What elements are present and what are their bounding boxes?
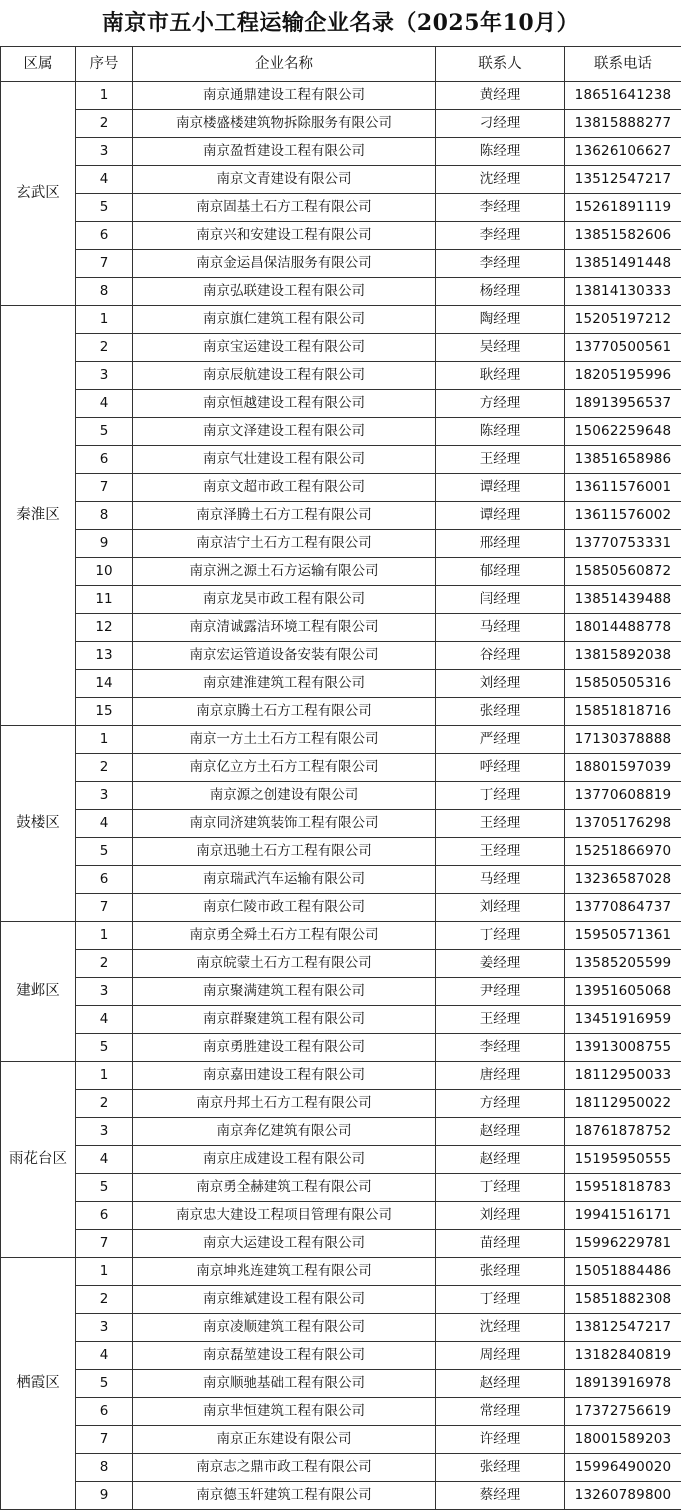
- table-row: [1, 1426, 681, 1454]
- district-cell: 秦淮区: [1, 306, 76, 726]
- contact-person: 闫经理: [436, 586, 565, 614]
- phone-number: 13770864737: [565, 894, 681, 922]
- contact-person: 赵经理: [436, 1118, 565, 1146]
- table-row: [1, 1146, 681, 1174]
- row-number: 15: [76, 698, 133, 726]
- page-title: 南京市五小工程运输企业名录（2025年10月）: [101, 10, 580, 36]
- contact-person: 刘经理: [436, 894, 565, 922]
- company-name: 南京顺驰基础工程有限公司: [133, 1370, 436, 1398]
- company-name: 南京亿立方土石方工程有限公司: [133, 754, 436, 782]
- table-row: [1, 558, 681, 586]
- contact-person: 严经理: [436, 726, 565, 754]
- phone-number: 13812547217: [565, 1314, 681, 1342]
- company-name: 南京宝运建设工程有限公司: [133, 334, 436, 362]
- contact-person: 马经理: [436, 866, 565, 894]
- company-name: 南京龙昊市政工程有限公司: [133, 586, 436, 614]
- table-row: [1, 250, 681, 278]
- table-row: [1, 586, 681, 614]
- contact-person: 马经理: [436, 614, 565, 642]
- row-number: 11: [76, 586, 133, 614]
- company-name: 南京弘联建设工程有限公司: [133, 278, 436, 306]
- company-name: 南京文泽建设工程有限公司: [133, 418, 436, 446]
- row-number: 13: [76, 642, 133, 670]
- table-row: [1, 138, 681, 166]
- contact-person: 唐经理: [436, 1062, 565, 1090]
- row-number: 2: [76, 110, 133, 138]
- company-name: 南京气壮建设工程有限公司: [133, 446, 436, 474]
- company-name: 南京通鼎建设工程有限公司: [133, 82, 436, 110]
- company-name: 南京磊堃建设工程有限公司: [133, 1342, 436, 1370]
- table-row: [1, 810, 681, 838]
- company-name: 南京庄成建设工程有限公司: [133, 1146, 436, 1174]
- company-name: 南京瑞武汽车运输有限公司: [133, 866, 436, 894]
- row-number: 1: [76, 82, 133, 110]
- row-number: 4: [76, 390, 133, 418]
- contact-person: 丁经理: [436, 922, 565, 950]
- row-number: 2: [76, 1090, 133, 1118]
- contact-person: 陶经理: [436, 306, 565, 334]
- contact-person: 丁经理: [436, 1174, 565, 1202]
- contact-person: 刘经理: [436, 670, 565, 698]
- table-row: [1, 1090, 681, 1118]
- row-number: 1: [76, 922, 133, 950]
- header-no: 序号: [76, 47, 133, 82]
- phone-number: 13815888277: [565, 110, 681, 138]
- contact-person: 郁经理: [436, 558, 565, 586]
- phone-number: 13705176298: [565, 810, 681, 838]
- company-name: 南京泽腾土石方工程有限公司: [133, 502, 436, 530]
- table-row: [1, 194, 681, 222]
- company-name: 南京辰航建设工程有限公司: [133, 362, 436, 390]
- row-number: 6: [76, 1202, 133, 1230]
- company-name: 南京群聚建筑工程有限公司: [133, 1006, 436, 1034]
- row-number: 4: [76, 810, 133, 838]
- row-number: 4: [76, 1342, 133, 1370]
- contact-person: 刘经理: [436, 1202, 565, 1230]
- table-row: [1, 334, 681, 362]
- company-name: 南京勇胜建设工程有限公司: [133, 1034, 436, 1062]
- company-name: 南京宏运管道设备安装有限公司: [133, 642, 436, 670]
- contact-person: 蔡经理: [436, 1482, 565, 1510]
- row-number: 3: [76, 138, 133, 166]
- phone-number: 13851658986: [565, 446, 681, 474]
- table-row: [1, 1482, 681, 1510]
- row-number: 2: [76, 1286, 133, 1314]
- table-row: [1, 446, 681, 474]
- table-row: [1, 1286, 681, 1314]
- table-row: [1, 82, 681, 110]
- phone-number: 13951605068: [565, 978, 681, 1006]
- row-number: 3: [76, 1118, 133, 1146]
- phone-number: 15996229781: [565, 1230, 681, 1258]
- phone-number: 15195950555: [565, 1146, 681, 1174]
- contact-person: 王经理: [436, 446, 565, 474]
- phone-number: 15205197212: [565, 306, 681, 334]
- table-row: [1, 1202, 681, 1230]
- contact-person: 谭经理: [436, 502, 565, 530]
- contact-person: 王经理: [436, 810, 565, 838]
- row-number: 9: [76, 530, 133, 558]
- contact-person: 谭经理: [436, 474, 565, 502]
- table-row: [1, 166, 681, 194]
- phone-number: 13260789800: [565, 1482, 681, 1510]
- row-number: 7: [76, 1230, 133, 1258]
- phone-number: 18112950022: [565, 1090, 681, 1118]
- row-number: 5: [76, 418, 133, 446]
- company-name: 南京勇全赫建筑工程有限公司: [133, 1174, 436, 1202]
- contact-person: 黄经理: [436, 82, 565, 110]
- contact-person: 张经理: [436, 698, 565, 726]
- phone-number: 13851439488: [565, 586, 681, 614]
- company-name: 南京金运昌保洁服务有限公司: [133, 250, 436, 278]
- row-number: 2: [76, 754, 133, 782]
- contact-person: 常经理: [436, 1398, 565, 1426]
- contact-person: 丁经理: [436, 782, 565, 810]
- header-phone: 联系电话: [565, 47, 681, 82]
- table-row: [1, 1454, 681, 1482]
- table-row: [1, 922, 681, 950]
- phone-number: 15251866970: [565, 838, 681, 866]
- company-name: 南京清诚露洁环境工程有限公司: [133, 614, 436, 642]
- phone-number: 15950571361: [565, 922, 681, 950]
- contact-person: 李经理: [436, 1034, 565, 1062]
- company-name: 南京盈哲建设工程有限公司: [133, 138, 436, 166]
- table-row: [1, 1314, 681, 1342]
- row-number: 1: [76, 1258, 133, 1286]
- company-name: 南京文超市政工程有限公司: [133, 474, 436, 502]
- table-row: [1, 1062, 681, 1090]
- phone-number: 18801597039: [565, 754, 681, 782]
- contact-person: 杨经理: [436, 278, 565, 306]
- company-name: 南京固基土石方工程有限公司: [133, 194, 436, 222]
- contact-person: 耿经理: [436, 362, 565, 390]
- contact-person: 陈经理: [436, 418, 565, 446]
- header-company: 企业名称: [133, 47, 436, 82]
- company-name: 南京正东建设有限公司: [133, 1426, 436, 1454]
- contact-person: 李经理: [436, 222, 565, 250]
- row-number: 6: [76, 866, 133, 894]
- company-name: 南京旗仁建筑工程有限公司: [133, 306, 436, 334]
- company-name: 南京维斌建设工程有限公司: [133, 1286, 436, 1314]
- phone-number: 13611576001: [565, 474, 681, 502]
- company-name: 南京大运建设工程有限公司: [133, 1230, 436, 1258]
- row-number: 7: [76, 1426, 133, 1454]
- company-name: 南京皖蒙土石方工程有限公司: [133, 950, 436, 978]
- table-row: [1, 418, 681, 446]
- company-name: 南京文青建设有限公司: [133, 166, 436, 194]
- phone-number: 17130378888: [565, 726, 681, 754]
- row-number: 1: [76, 306, 133, 334]
- header-district: 区属: [1, 47, 76, 82]
- district-cell: 栖霞区: [1, 1258, 76, 1510]
- contact-person: 赵经理: [436, 1370, 565, 1398]
- phone-number: 13236587028: [565, 866, 681, 894]
- row-number: 3: [76, 362, 133, 390]
- table-row: [1, 754, 681, 782]
- company-name: 南京一方土土石方工程有限公司: [133, 726, 436, 754]
- row-number: 4: [76, 166, 133, 194]
- phone-number: 15051884486: [565, 1258, 681, 1286]
- table-row: [1, 1118, 681, 1146]
- table-row: [1, 978, 681, 1006]
- phone-number: 13913008755: [565, 1034, 681, 1062]
- table-row: [1, 362, 681, 390]
- row-number: 8: [76, 502, 133, 530]
- row-number: 1: [76, 1062, 133, 1090]
- contact-person: 张经理: [436, 1454, 565, 1482]
- contact-person: 尹经理: [436, 978, 565, 1006]
- table-row: [1, 278, 681, 306]
- phone-number: 13851491448: [565, 250, 681, 278]
- table-row: [1, 222, 681, 250]
- company-directory-table: [0, 46, 681, 1510]
- company-name: 南京洲之源土石方运输有限公司: [133, 558, 436, 586]
- table-row: [1, 950, 681, 978]
- company-name: 南京嘉田建设工程有限公司: [133, 1062, 436, 1090]
- table-row: [1, 838, 681, 866]
- phone-number: 13585205599: [565, 950, 681, 978]
- phone-number: 13770753331: [565, 530, 681, 558]
- row-number: 7: [76, 474, 133, 502]
- company-name: 南京迅驰土石方工程有限公司: [133, 838, 436, 866]
- table-row: [1, 1006, 681, 1034]
- company-name: 南京建淮建筑工程有限公司: [133, 670, 436, 698]
- row-number: 7: [76, 894, 133, 922]
- table-row: [1, 530, 681, 558]
- row-number: 3: [76, 782, 133, 810]
- phone-number: 13182840819: [565, 1342, 681, 1370]
- row-number: 8: [76, 1454, 133, 1482]
- row-number: 10: [76, 558, 133, 586]
- contact-person: 赵经理: [436, 1146, 565, 1174]
- phone-number: 13626106627: [565, 138, 681, 166]
- table-body: [1, 82, 681, 1510]
- phone-number: 15996490020: [565, 1454, 681, 1482]
- district-cell: 雨花台区: [1, 1062, 76, 1258]
- phone-number: 18112950033: [565, 1062, 681, 1090]
- row-number: 14: [76, 670, 133, 698]
- phone-number: 18761878752: [565, 1118, 681, 1146]
- table-row: [1, 1342, 681, 1370]
- contact-person: 方经理: [436, 1090, 565, 1118]
- table-row: [1, 726, 681, 754]
- table-row: [1, 306, 681, 334]
- phone-number: 13770608819: [565, 782, 681, 810]
- row-number: 2: [76, 950, 133, 978]
- table-header-row: [1, 47, 681, 82]
- contact-person: 陈经理: [436, 138, 565, 166]
- company-name: 南京兴和安建设工程有限公司: [133, 222, 436, 250]
- phone-number: 18913916978: [565, 1370, 681, 1398]
- header-contact: 联系人: [436, 47, 565, 82]
- row-number: 4: [76, 1146, 133, 1174]
- phone-number: 13770500561: [565, 334, 681, 362]
- contact-person: 谷经理: [436, 642, 565, 670]
- company-name: 南京同济建筑装饰工程有限公司: [133, 810, 436, 838]
- contact-person: 苗经理: [436, 1230, 565, 1258]
- table-row: [1, 670, 681, 698]
- row-number: 3: [76, 1314, 133, 1342]
- contact-person: 许经理: [436, 1426, 565, 1454]
- phone-number: 18651641238: [565, 82, 681, 110]
- company-name: 南京忠大建设工程项目管理有限公司: [133, 1202, 436, 1230]
- phone-number: 15851818716: [565, 698, 681, 726]
- company-name: 南京奔亿建筑有限公司: [133, 1118, 436, 1146]
- row-number: 7: [76, 250, 133, 278]
- table-row: [1, 614, 681, 642]
- row-number: 4: [76, 1006, 133, 1034]
- table-row: [1, 1258, 681, 1286]
- district-cell: 鼓楼区: [1, 726, 76, 922]
- table-row: [1, 698, 681, 726]
- contact-person: 李经理: [436, 194, 565, 222]
- contact-person: 吴经理: [436, 334, 565, 362]
- table-row: [1, 502, 681, 530]
- table-row: [1, 1370, 681, 1398]
- row-number: 6: [76, 446, 133, 474]
- contact-person: 邢经理: [436, 530, 565, 558]
- table-row: [1, 1398, 681, 1426]
- contact-person: 张经理: [436, 1258, 565, 1286]
- contact-person: 方经理: [436, 390, 565, 418]
- phone-number: 15850505316: [565, 670, 681, 698]
- company-name: 南京勇全舜土石方工程有限公司: [133, 922, 436, 950]
- phone-number: 13451916959: [565, 1006, 681, 1034]
- table-row: [1, 1034, 681, 1062]
- company-name: 南京芈恒建筑工程有限公司: [133, 1398, 436, 1426]
- company-name: 南京楼盛楼建筑物拆除服务有限公司: [133, 110, 436, 138]
- phone-number: 18014488778: [565, 614, 681, 642]
- phone-number: 15850560872: [565, 558, 681, 586]
- contact-person: 王经理: [436, 838, 565, 866]
- table-row: [1, 110, 681, 138]
- phone-number: 13815892038: [565, 642, 681, 670]
- row-number: 8: [76, 278, 133, 306]
- table-row: [1, 474, 681, 502]
- row-number: 5: [76, 194, 133, 222]
- phone-number: 15851882308: [565, 1286, 681, 1314]
- row-number: 1: [76, 726, 133, 754]
- contact-person: 王经理: [436, 1006, 565, 1034]
- contact-person: 李经理: [436, 250, 565, 278]
- company-name: 南京仁陵市政工程有限公司: [133, 894, 436, 922]
- table-row: [1, 866, 681, 894]
- phone-number: 18913956537: [565, 390, 681, 418]
- contact-person: 周经理: [436, 1342, 565, 1370]
- table-row: [1, 782, 681, 810]
- company-name: 南京京腾土石方工程有限公司: [133, 698, 436, 726]
- company-name: 南京德玉轩建筑工程有限公司: [133, 1482, 436, 1510]
- company-name: 南京坤兆连建筑工程有限公司: [133, 1258, 436, 1286]
- company-name: 南京丹邦土石方工程有限公司: [133, 1090, 436, 1118]
- row-number: 5: [76, 1034, 133, 1062]
- phone-number: 15062259648: [565, 418, 681, 446]
- phone-number: 13611576002: [565, 502, 681, 530]
- table-row: [1, 1230, 681, 1258]
- table-row: [1, 390, 681, 418]
- company-name: 南京源之创建设有限公司: [133, 782, 436, 810]
- contact-person: 刁经理: [436, 110, 565, 138]
- company-name: 南京志之鼎市政工程有限公司: [133, 1454, 436, 1482]
- phone-number: 13512547217: [565, 166, 681, 194]
- row-number: 6: [76, 1398, 133, 1426]
- company-name: 南京恒越建设工程有限公司: [133, 390, 436, 418]
- district-cell: 玄武区: [1, 82, 76, 306]
- phone-number: 15951818783: [565, 1174, 681, 1202]
- district-cell: 建邺区: [1, 922, 76, 1062]
- phone-number: 18001589203: [565, 1426, 681, 1454]
- row-number: 5: [76, 1174, 133, 1202]
- row-number: 9: [76, 1482, 133, 1510]
- row-number: 5: [76, 838, 133, 866]
- contact-person: 姜经理: [436, 950, 565, 978]
- phone-number: 17372756619: [565, 1398, 681, 1426]
- phone-number: 15261891119: [565, 194, 681, 222]
- contact-person: 呼经理: [436, 754, 565, 782]
- phone-number: 18205195996: [565, 362, 681, 390]
- table-row: [1, 894, 681, 922]
- phone-number: 13851582606: [565, 222, 681, 250]
- company-name: 南京洁宁土石方工程有限公司: [133, 530, 436, 558]
- row-number: 6: [76, 222, 133, 250]
- row-number: 2: [76, 334, 133, 362]
- company-name: 南京聚满建筑工程有限公司: [133, 978, 436, 1006]
- table-row: [1, 642, 681, 670]
- contact-person: 沈经理: [436, 166, 565, 194]
- row-number: 5: [76, 1370, 133, 1398]
- row-number: 12: [76, 614, 133, 642]
- row-number: 3: [76, 978, 133, 1006]
- phone-number: 13814130333: [565, 278, 681, 306]
- company-name: 南京凌顺建筑工程有限公司: [133, 1314, 436, 1342]
- table-row: [1, 1174, 681, 1202]
- phone-number: 19941516171: [565, 1202, 681, 1230]
- contact-person: 丁经理: [436, 1286, 565, 1314]
- contact-person: 沈经理: [436, 1314, 565, 1342]
